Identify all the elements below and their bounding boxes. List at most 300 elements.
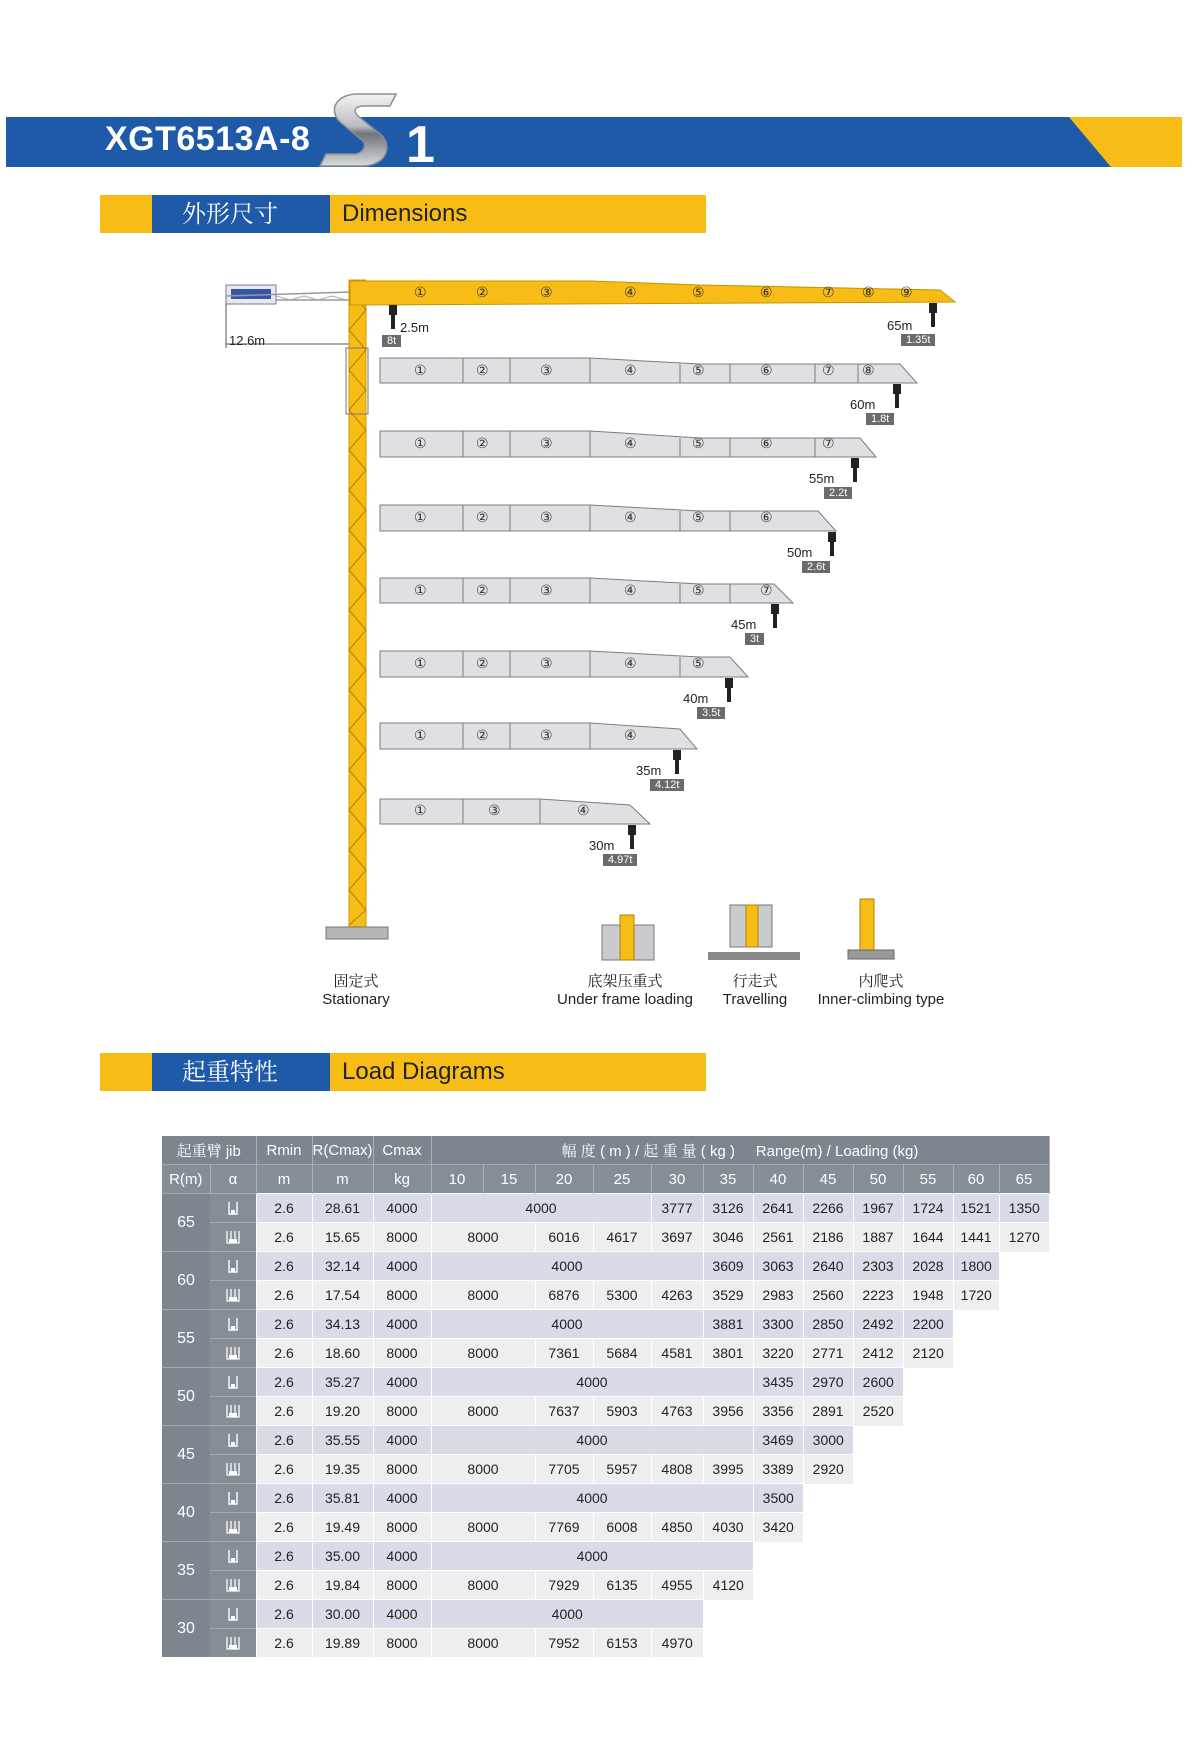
jib-section-number: ⑨ — [900, 284, 913, 300]
jib-section-number: ② — [476, 655, 489, 671]
header-range-col: 20 — [535, 1165, 593, 1194]
table-row — [162, 1339, 1049, 1368]
load-diagrams-section-header — [100, 1053, 706, 1091]
jib-length-cell: 40 — [162, 1484, 210, 1542]
empty-cell — [753, 1542, 1049, 1571]
jib-load-label: 2.2t — [824, 487, 852, 499]
jib-45m — [380, 578, 793, 603]
header-range-col: 60 — [953, 1165, 999, 1194]
load-cell: 1644 — [903, 1223, 953, 1252]
jib-section-number: ③ — [540, 655, 553, 671]
rcmax-cell: 19.84 — [312, 1571, 373, 1600]
jib-section-number: ③ — [540, 582, 553, 598]
load-cell: 7637 — [535, 1397, 593, 1426]
load-cell: 2520 — [853, 1397, 903, 1426]
jib-radius-label: 50m — [787, 545, 813, 560]
empty-cell — [903, 1368, 1049, 1397]
load-cell: 7952 — [535, 1629, 593, 1658]
jib-section-number: ④ — [624, 727, 637, 743]
header-range-col: 40 — [753, 1165, 803, 1194]
jib-section-number: ① — [414, 802, 427, 818]
rmin-cell: 2.6 — [256, 1426, 312, 1455]
jib-section-number: ① — [414, 727, 427, 743]
jib-section-number: ① — [414, 655, 427, 671]
cmax-cell: 4000 — [373, 1426, 431, 1455]
load-cell: 2303 — [853, 1252, 903, 1281]
base-type-stationary: 固定式 Stationary — [322, 973, 390, 1008]
jib-section-number: ③ — [540, 727, 553, 743]
cmax-cell: 4000 — [373, 1368, 431, 1397]
load-cell: 4000 — [431, 1194, 651, 1223]
load-table — [162, 1136, 1050, 1657]
load-cell: 2771 — [803, 1339, 853, 1368]
jib-radius-label: 55m — [809, 471, 835, 486]
rmin-cell: 2.6 — [256, 1310, 312, 1339]
empty-cell — [953, 1310, 1049, 1339]
load-cell: 1887 — [853, 1223, 903, 1252]
empty-cell — [853, 1455, 1049, 1484]
load-cell: 7769 — [535, 1513, 593, 1542]
load-cell: 2412 — [853, 1339, 903, 1368]
two-fall-hook-icon — [210, 1542, 256, 1571]
load-cell: 4000 — [431, 1484, 753, 1513]
two-fall-hook-icon — [210, 1252, 256, 1281]
jib-35m — [380, 723, 697, 749]
rcmax-cell: 19.20 — [312, 1397, 373, 1426]
rcmax-cell: 15.65 — [312, 1223, 373, 1252]
rmin-cell: 2.6 — [256, 1368, 312, 1397]
rmin-cell: 2.6 — [256, 1484, 312, 1513]
empty-cell — [999, 1281, 1049, 1310]
empty-cell — [703, 1600, 1049, 1629]
cmax-cell: 4000 — [373, 1252, 431, 1281]
load-cell: 1521 — [953, 1194, 999, 1223]
jib-section-number: ⑤ — [692, 509, 705, 525]
header-range-col: 55 — [903, 1165, 953, 1194]
jib-section-number: ⑦ — [822, 284, 835, 300]
table-row — [162, 1455, 1049, 1484]
jib-load-label: 4.12t — [650, 779, 684, 791]
rcmax-cell: 34.13 — [312, 1310, 373, 1339]
load-cell: 1948 — [903, 1281, 953, 1310]
jib-section-number: ③ — [540, 435, 553, 451]
rmin-cell: 2.6 — [256, 1281, 312, 1310]
empty-cell — [853, 1426, 1049, 1455]
table-row — [162, 1223, 1049, 1252]
hook-icons — [389, 303, 937, 849]
rmin-cell: 2.6 — [256, 1542, 312, 1571]
header-range-col: 25 — [593, 1165, 651, 1194]
jib-section-number: ① — [414, 284, 427, 300]
load-cell: 4030 — [703, 1513, 753, 1542]
jib-section-number: ⑥ — [760, 509, 773, 525]
load-cell: 4850 — [651, 1513, 703, 1542]
jib-section-number: ④ — [577, 802, 590, 818]
table-row — [162, 1310, 1049, 1339]
jib-section-number: ④ — [624, 509, 637, 525]
load-cell: 1800 — [953, 1252, 999, 1281]
load-cell: 4000 — [431, 1542, 753, 1571]
header-r: R(m) — [162, 1165, 210, 1194]
load-cell: 2120 — [903, 1339, 953, 1368]
load-cell: 3529 — [703, 1281, 753, 1310]
jib-section-number: ② — [476, 509, 489, 525]
two-fall-hook-icon — [210, 1600, 256, 1629]
tower-mast — [349, 280, 366, 928]
jib-section-number: ⑧ — [862, 284, 875, 300]
load-cell: 8000 — [431, 1513, 535, 1542]
rcmax-cell: 35.00 — [312, 1542, 373, 1571]
load-cell: 2600 — [853, 1368, 903, 1397]
table-row — [162, 1397, 1049, 1426]
two-fall-hook-icon — [210, 1194, 256, 1223]
cmax-cell: 8000 — [373, 1281, 431, 1310]
four-fall-hook-icon — [210, 1571, 256, 1600]
load-cell: 2266 — [803, 1194, 853, 1223]
load-cell: 7705 — [535, 1455, 593, 1484]
load-cell: 3881 — [703, 1310, 753, 1339]
load-cell: 3220 — [753, 1339, 803, 1368]
header-rmin: Rmin — [256, 1136, 312, 1165]
four-fall-hook-icon — [210, 1281, 256, 1310]
header-rcmax: R(Cmax) — [312, 1136, 373, 1165]
cmax-cell: 8000 — [373, 1513, 431, 1542]
jib-radius-label: 30m — [589, 838, 615, 853]
min-radius-label: 2.5m — [400, 320, 429, 335]
jib-section-number: ⑤ — [692, 435, 705, 451]
rmin-cell: 2.6 — [256, 1600, 312, 1629]
load-cell: 2983 — [753, 1281, 803, 1310]
header-range-col: 30 — [651, 1165, 703, 1194]
jib-length-cell: 55 — [162, 1310, 210, 1368]
load-cell: 4581 — [651, 1339, 703, 1368]
svg-text:1: 1 — [406, 116, 435, 172]
load-cell: 4000 — [431, 1310, 703, 1339]
jib-load-label: 1.8t — [866, 413, 894, 425]
jib-load-label: 3t — [745, 633, 764, 645]
rcmax-cell: 35.27 — [312, 1368, 373, 1397]
load-cell: 4000 — [431, 1600, 703, 1629]
jib-section-number: ③ — [540, 509, 553, 525]
jib-section-number: ④ — [624, 284, 637, 300]
empty-cell — [803, 1484, 1049, 1513]
jib-section-number: ⑦ — [822, 362, 835, 378]
load-cell: 7929 — [535, 1571, 593, 1600]
load-table-body — [162, 1194, 1049, 1658]
dimensions-title-en: Dimensions — [342, 200, 468, 227]
load-cell: 3609 — [703, 1252, 753, 1281]
load-cell: 2970 — [803, 1368, 853, 1397]
rcmax-cell: 32.14 — [312, 1252, 373, 1281]
load-cell: 4617 — [593, 1223, 651, 1252]
load-cell: 2200 — [903, 1310, 953, 1339]
two-fall-hook-icon — [210, 1426, 256, 1455]
jib-section-number: ⑧ — [862, 362, 875, 378]
load-cell: 6008 — [593, 1513, 651, 1542]
load-cell: 3469 — [753, 1426, 803, 1455]
header-range-col: 65 — [999, 1165, 1049, 1194]
empty-cell — [903, 1397, 1049, 1426]
cmax-cell: 8000 — [373, 1455, 431, 1484]
load-cell: 3777 — [651, 1194, 703, 1223]
empty-cell — [753, 1571, 1049, 1600]
jib-section-number: ④ — [624, 582, 637, 598]
jib-section-number: ④ — [624, 655, 637, 671]
jib-section-number: ⑥ — [760, 435, 773, 451]
load-cell: 1967 — [853, 1194, 903, 1223]
load-cell: 3500 — [753, 1484, 803, 1513]
jib-radius-label: 45m — [731, 617, 757, 632]
load-cell: 4808 — [651, 1455, 703, 1484]
four-fall-hook-icon — [210, 1513, 256, 1542]
load-cell: 6016 — [535, 1223, 593, 1252]
jib-radius-label: 65m — [887, 318, 913, 333]
table-row — [162, 1426, 1049, 1455]
load-cell: 2920 — [803, 1455, 853, 1484]
load-cell: 3697 — [651, 1223, 703, 1252]
jib-section-number: ② — [476, 582, 489, 598]
jib-section-number: ③ — [488, 802, 501, 818]
four-fall-hook-icon — [210, 1455, 256, 1484]
rmin-cell: 2.6 — [256, 1252, 312, 1281]
jib-section-number: ⑤ — [692, 362, 705, 378]
load-cell: 8000 — [431, 1223, 535, 1252]
jib-radius-label: 60m — [850, 397, 876, 412]
rmin-cell: 2.6 — [256, 1571, 312, 1600]
two-fall-hook-icon — [210, 1368, 256, 1397]
load-cell: 8000 — [431, 1455, 535, 1484]
load-cell: 3000 — [803, 1426, 853, 1455]
load-cell: 8000 — [431, 1339, 535, 1368]
header-cmax-unit: kg — [373, 1165, 431, 1194]
table-header-row-2 — [162, 1165, 1049, 1194]
load-cell: 2640 — [803, 1252, 853, 1281]
rcmax-cell: 35.81 — [312, 1484, 373, 1513]
cmax-cell: 8000 — [373, 1397, 431, 1426]
load-cell: 1720 — [953, 1281, 999, 1310]
jib-section-number: ④ — [624, 435, 637, 451]
header-range-col: 35 — [703, 1165, 753, 1194]
load-cell: 2641 — [753, 1194, 803, 1223]
load-cell: 3046 — [703, 1223, 753, 1252]
load-cell: 4263 — [651, 1281, 703, 1310]
load-cell: 8000 — [431, 1281, 535, 1310]
header-range-col: 15 — [483, 1165, 535, 1194]
table-row — [162, 1542, 1049, 1571]
table-row — [162, 1368, 1049, 1397]
header-rmin-unit: m — [256, 1165, 312, 1194]
jib-length-cell: 50 — [162, 1368, 210, 1426]
two-fall-hook-icon — [210, 1484, 256, 1513]
jib-section-number: ⑦ — [822, 435, 835, 451]
load-cell: 5957 — [593, 1455, 651, 1484]
load-title-en: Load Diagrams — [342, 1058, 505, 1085]
base-type-travelling: 行走式 Travelling — [722, 973, 788, 1008]
load-cell: 4000 — [431, 1368, 753, 1397]
rcmax-cell: 17.54 — [312, 1281, 373, 1310]
table-row — [162, 1571, 1049, 1600]
header-jib: 起重臂 jib — [162, 1136, 256, 1165]
load-cell: 1441 — [953, 1223, 999, 1252]
jib-60m — [380, 358, 917, 383]
load-cell: 5684 — [593, 1339, 651, 1368]
rcmax-cell: 19.89 — [312, 1629, 373, 1658]
counter-jib-length: 12.6m — [229, 333, 266, 348]
load-cell: 3126 — [703, 1194, 753, 1223]
load-cell: 2560 — [803, 1281, 853, 1310]
load-cell: 4955 — [651, 1571, 703, 1600]
jib-section-number: ② — [476, 362, 489, 378]
load-cell: 4000 — [431, 1252, 703, 1281]
rmin-cell: 2.6 — [256, 1513, 312, 1542]
empty-cell — [803, 1513, 1049, 1542]
jib-section-number: ② — [476, 284, 489, 300]
rmin-cell: 2.6 — [256, 1194, 312, 1223]
load-cell: 4000 — [431, 1426, 753, 1455]
rcmax-cell: 35.55 — [312, 1426, 373, 1455]
jib-section-number: ② — [476, 727, 489, 743]
header-range: 幅 度 ( m ) / 起 重 量 ( kg ) Range(m) / Loading (kg) — [431, 1136, 1049, 1165]
jib-radius-label: 40m — [683, 691, 709, 706]
cmax-cell: 4000 — [373, 1600, 431, 1629]
cmax-cell: 8000 — [373, 1339, 431, 1368]
load-cell: 1724 — [903, 1194, 953, 1223]
load-cell: 2561 — [753, 1223, 803, 1252]
table-row — [162, 1252, 1049, 1281]
load-cell: 3389 — [753, 1455, 803, 1484]
rcmax-cell: 19.35 — [312, 1455, 373, 1484]
jib-section-number: ① — [414, 435, 427, 451]
header-range-col: 10 — [431, 1165, 483, 1194]
rmin-cell: 2.6 — [256, 1397, 312, 1426]
four-fall-hook-icon — [210, 1397, 256, 1426]
empty-cell — [953, 1339, 1049, 1368]
cmax-cell: 4000 — [373, 1310, 431, 1339]
header-cmax: Cmax — [373, 1136, 431, 1165]
table-row — [162, 1600, 1049, 1629]
load-cell: 1270 — [999, 1223, 1049, 1252]
header-range-col: 50 — [853, 1165, 903, 1194]
table-row — [162, 1513, 1049, 1542]
header-alpha: α — [210, 1165, 256, 1194]
jib-section-number: ⑥ — [760, 284, 773, 300]
load-cell: 2492 — [853, 1310, 903, 1339]
header-range-col: 45 — [803, 1165, 853, 1194]
model-name: XGT6513A-8 — [105, 120, 311, 158]
load-cell: 8000 — [431, 1397, 535, 1426]
jib-length-cell: 35 — [162, 1542, 210, 1600]
load-cell: 4763 — [651, 1397, 703, 1426]
rmin-cell: 2.6 — [256, 1223, 312, 1252]
load-cell: 1350 — [999, 1194, 1049, 1223]
load-cell: 7361 — [535, 1339, 593, 1368]
jib-length-cell: 45 — [162, 1426, 210, 1484]
load-cell: 3356 — [753, 1397, 803, 1426]
load-cell: 5903 — [593, 1397, 651, 1426]
table-header-row-1 — [162, 1136, 1049, 1165]
jib-section-number: ① — [414, 582, 427, 598]
jib-load-label: 1.35t — [901, 334, 935, 346]
rcmax-cell: 28.61 — [312, 1194, 373, 1223]
load-cell: 3435 — [753, 1368, 803, 1397]
tower-base — [326, 927, 388, 939]
table-row — [162, 1629, 1049, 1658]
jib-section-number: ⑤ — [692, 284, 705, 300]
cmax-cell: 8000 — [373, 1223, 431, 1252]
jib-section-number: ④ — [624, 362, 637, 378]
cmax-cell: 4000 — [373, 1484, 431, 1513]
four-fall-hook-icon — [210, 1223, 256, 1252]
rmin-cell: 2.6 — [256, 1629, 312, 1658]
load-cell: 2223 — [853, 1281, 903, 1310]
cmax-cell: 8000 — [373, 1629, 431, 1658]
table-row — [162, 1484, 1049, 1513]
jib-section-number: ⑤ — [692, 655, 705, 671]
jib-length-cell: 30 — [162, 1600, 210, 1658]
load-cell: 4970 — [651, 1629, 703, 1658]
rmin-cell: 2.6 — [256, 1339, 312, 1368]
jib-section-number: ③ — [540, 284, 553, 300]
jib-section-number: ① — [414, 509, 427, 525]
jib-length-cell: 65 — [162, 1194, 210, 1252]
load-cell: 3995 — [703, 1455, 753, 1484]
cmax-cell: 4000 — [373, 1194, 431, 1223]
table-row — [162, 1194, 1049, 1223]
dimensions-title-cn: 外形尺寸 — [152, 195, 330, 233]
jib-section-number: ⑦ — [760, 582, 773, 598]
empty-cell — [703, 1629, 1049, 1658]
jib-section-number: ⑥ — [760, 362, 773, 378]
load-cell: 5300 — [593, 1281, 651, 1310]
load-title-cn: 起重特性 — [152, 1053, 330, 1091]
load-cell: 2028 — [903, 1252, 953, 1281]
rmin-cell: 2.6 — [256, 1455, 312, 1484]
cmax-cell: 4000 — [373, 1542, 431, 1571]
rcmax-cell: 19.49 — [312, 1513, 373, 1542]
load-cell: 2850 — [803, 1310, 853, 1339]
load-cell: 8000 — [431, 1629, 535, 1658]
load-cell: 8000 — [431, 1571, 535, 1600]
rcmax-cell: 30.00 — [312, 1600, 373, 1629]
load-cell: 6153 — [593, 1629, 651, 1658]
load-cell: 4120 — [703, 1571, 753, 1600]
jib-load-label: 4.97t — [603, 854, 637, 866]
load-cell: 2186 — [803, 1223, 853, 1252]
jib-load-label: 2.6t — [802, 561, 830, 573]
load-cell: 3063 — [753, 1252, 803, 1281]
jib-section-number: ① — [414, 362, 427, 378]
load-cell: 3300 — [753, 1310, 803, 1339]
header-rcmax-unit: m — [312, 1165, 373, 1194]
load-cell: 3956 — [703, 1397, 753, 1426]
jib-section-number: ⑤ — [692, 582, 705, 598]
load-cell: 6876 — [535, 1281, 593, 1310]
rcmax-cell: 18.60 — [312, 1339, 373, 1368]
table-row — [162, 1281, 1049, 1310]
two-fall-hook-icon — [210, 1310, 256, 1339]
base-type-inner-climbing: 内爬式 Inner-climbing type — [817, 973, 945, 1008]
load-cell: 3420 — [753, 1513, 803, 1542]
four-fall-hook-icon — [210, 1339, 256, 1368]
jib-section-number: ③ — [540, 362, 553, 378]
load-cell: 2891 — [803, 1397, 853, 1426]
jib-radius-label: 35m — [636, 763, 662, 778]
jib-section-number: ② — [476, 435, 489, 451]
jib-length-cell: 60 — [162, 1252, 210, 1310]
cmax-cell: 8000 — [373, 1571, 431, 1600]
empty-cell — [999, 1252, 1049, 1281]
jib-load-label: 3.5t — [697, 707, 725, 719]
